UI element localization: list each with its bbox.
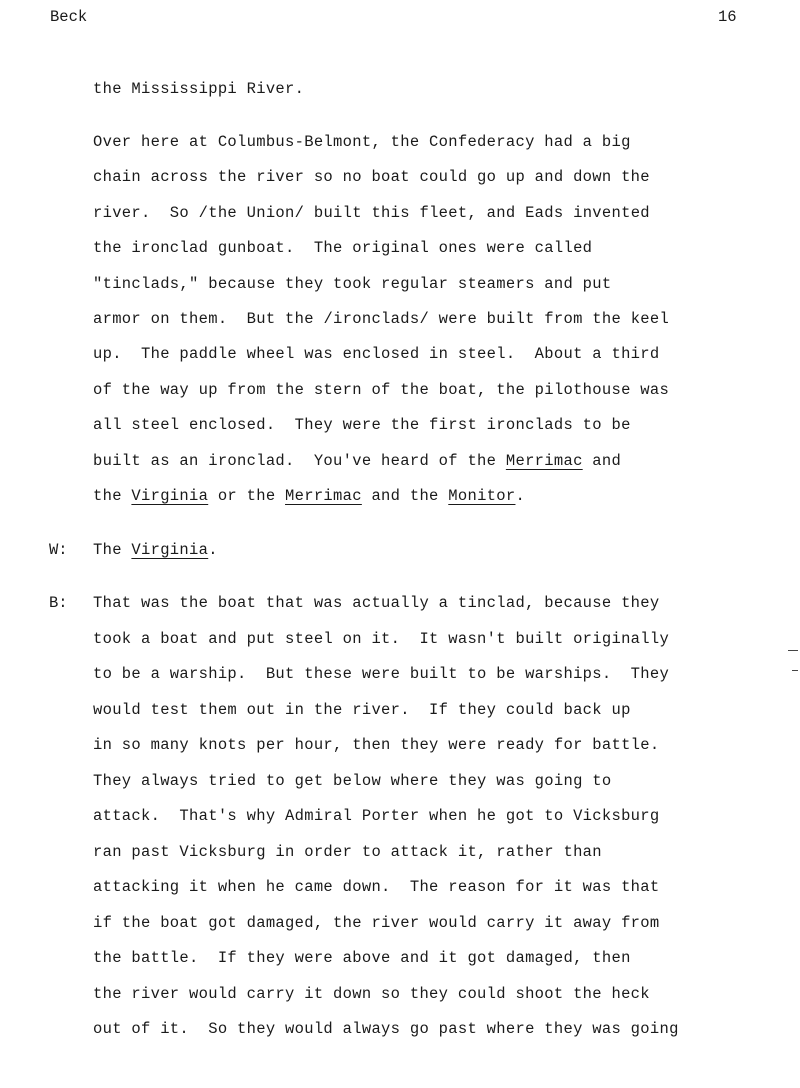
- text-line: the Mississippi River.: [93, 80, 305, 98]
- page-number: 16: [718, 8, 737, 26]
- text-segment: .: [515, 487, 526, 505]
- text-line: in so many knots per hour, then they were ready for battle.: [93, 736, 660, 754]
- text-line: attack. That's why Admiral Porter when he got to Vicksburg: [93, 807, 660, 825]
- text-line: the river would carry it down so they could shoot the heck: [93, 985, 650, 1003]
- speaker-label: B:: [49, 594, 68, 612]
- text-line: out of it. So they would always go past where they was going: [93, 1020, 679, 1038]
- speaker-label: W:: [49, 541, 68, 559]
- text-line: They always tried to get below where they was going to: [93, 772, 612, 790]
- editorial-insertion: /ironclads/: [323, 310, 430, 328]
- text-line: chain across the river so no boat could go up and down the: [93, 168, 650, 186]
- underlined-title: Monitor: [448, 487, 516, 505]
- text-segment: armor on them. But the: [93, 310, 324, 328]
- text-line: That was the boat that was actually a tinclad, because they: [93, 594, 660, 612]
- text-line: [93, 310, 669, 328]
- text-line: [93, 487, 525, 505]
- text-segment: and: [582, 452, 622, 470]
- underlined-title: Virginia: [131, 541, 209, 559]
- underlined-title: Virginia: [131, 487, 209, 505]
- text-line: would test them out in the river. If they could back up: [93, 701, 631, 719]
- text-line: [93, 452, 621, 470]
- text-line: Over here at Columbus-Belmont, the Confederacy had a big: [93, 133, 631, 151]
- text-line: of the way up from the stern of the boat, the pilothouse was: [93, 381, 670, 399]
- text-segment: the: [93, 487, 132, 505]
- text-line: "tinclads," because they took regular steamers and put: [93, 275, 612, 293]
- underlined-title: Merrimac: [505, 452, 583, 470]
- text-line: attacking it when he came down. The reason for it was that: [93, 878, 660, 896]
- text-segment: .: [208, 541, 218, 559]
- text-segment: built as an ironclad. You've heard of the: [93, 452, 506, 470]
- underlined-title: Merrimac: [285, 487, 362, 505]
- editorial-insertion: /the Union/: [198, 204, 305, 222]
- text-line: up. The paddle wheel was enclosed in steel. About a third: [93, 345, 660, 363]
- text-line: to be a warship. But these were built to be warships. They: [93, 665, 670, 683]
- text-line: [93, 541, 218, 559]
- text-segment: were built from the keel: [429, 310, 670, 328]
- text-segment: built this fleet, and Eads invented: [304, 204, 650, 222]
- header-name: Beck: [50, 8, 88, 26]
- text-line: [93, 204, 650, 222]
- scan-artifact: [788, 650, 798, 651]
- text-line: the ironclad gunboat. The original ones were called: [93, 239, 593, 257]
- text-segment: river. So: [93, 204, 199, 222]
- text-segment: or the: [208, 487, 286, 505]
- scan-artifact: [792, 670, 798, 671]
- text-line: ran past Vicksburg in order to attack it, rather than: [93, 843, 602, 861]
- text-line: all steel enclosed. They were the first ironclads to be: [93, 416, 631, 434]
- text-segment: and the: [361, 487, 449, 505]
- text-line: the battle. If they were above and it got damaged, then: [93, 949, 631, 967]
- text-line: if the boat got damaged, the river would carry it away from: [93, 914, 660, 932]
- text-line: took a boat and put steel on it. It wasn't built originally: [93, 630, 670, 648]
- text-segment: The: [93, 541, 132, 559]
